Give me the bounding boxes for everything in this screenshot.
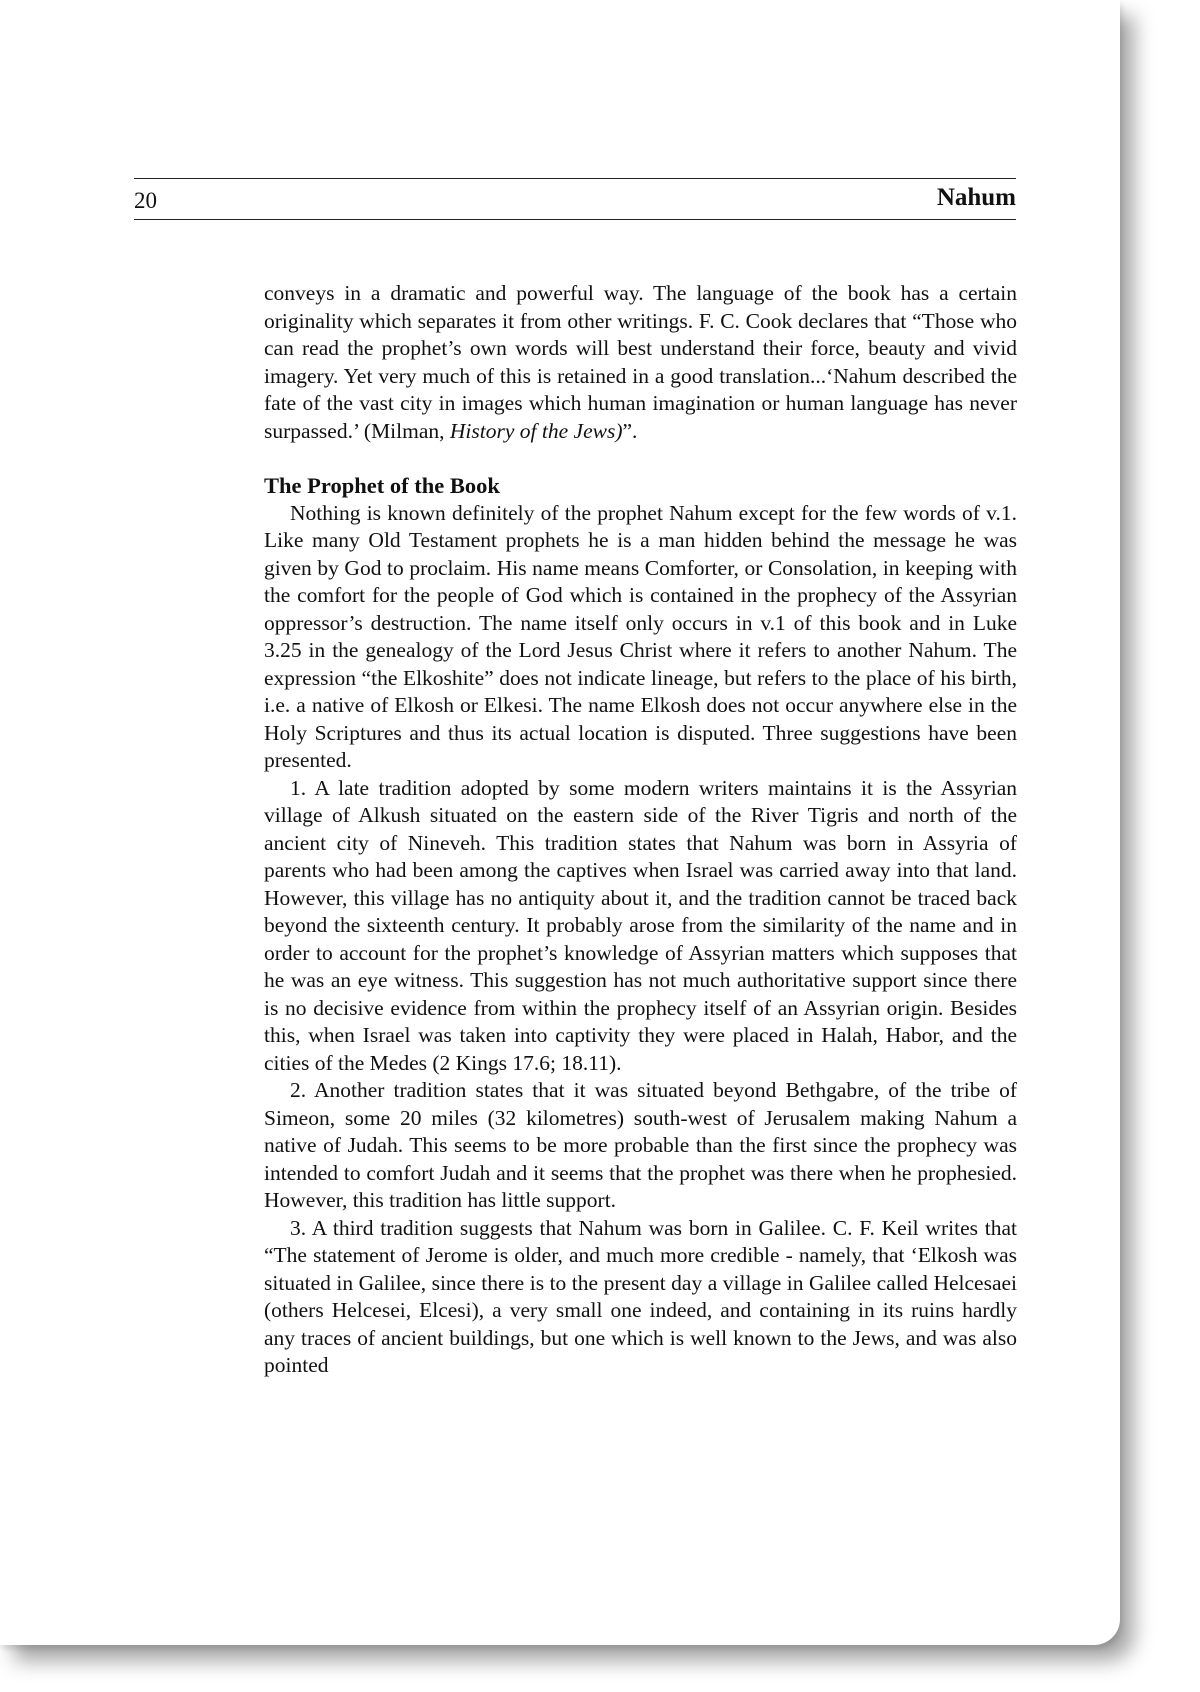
body-paragraph: 1. A late tradition adopted by some modern writers maintains it is the Assyrian village of Alkush situated on the eastern side of the River Tigris and north of the ancient city of Nineveh. This tradition states that Nahum was born in Assyria of parents who had been among the captives when Israel was carried away into that land. However, this village has no antiquity about it, and the tradition cannot be traced back beyond the sixteenth century. It probably arose from the similarity of the name and in order to account for the prophet’s knowledge of Assyrian matters which supposes that he was an eye witness. This suggestion has not much authoritative support since there is no decisive evidence from within the prophecy itself of an Assyrian origin. Besides this, when Israel was taken into captivity they were placed in Halah, Habor, and the cities of the Medes (2 Kings 17.6; 18.11). [264,775,1017,1075]
body-text [264,280,1017,1380]
intro-paragraph [264,280,1017,445]
body-paragraph: Nothing is known definitely of the prophet Nahum except for the few words of v.1. Like many Old Testament prophets he is a man hidden behind the message he was given by God to proclaim. His name means Comforter, or Consolation, in keeping with the comfort for the people of God which is contained in the prophecy of the Assyrian oppressor’s destruction. The name itself only occurs in v.1 of this book and in Luke 3.25 in the genealogy of the Lord Jesus Christ where it refers to another Nahum. The expression “the Elkoshite” does not indicate lineage, but refers to the place of his birth, i.e. a native of Elkosh or Elkesi. The name Elkosh does not occur anywhere else in the Holy Scriptures and thus its actual location is disputed. Three suggestions have been presented. [264,500,1017,772]
running-title: Nahum [936,184,1016,211]
running-header [134,178,1016,220]
section-heading: The Prophet of the Book [264,473,500,498]
body-paragraph: 3. A third tradition suggests that Nahum was born in Galilee. C. F. Keil writes that “The statement of Jerome is older, and much more credible - namely, that ‘Elkosh was situated in Galilee, since there is to the present day a village in Galilee called Helcesaei (others Helcesei, Elcesi), a very small one indeed, and containing in its ruins hardly any traces of ancient buildings, but one which is well known to the Jews, and was also pointed [264,1215,1017,1377]
intro-closing: ”. [622,418,638,443]
body-paragraph: 2. Another tradition states that it was situated beyond Bethgabre, of the tribe of Simeon, some 20 miles (32 kilometres) south-west of Jerusalem making Nahum a native of Judah. This seems to be more probable than the first since the prophecy was intended to comfort Judah and it seems that the prophet was there when he prophesied. However, this tradition has little support. [264,1078,1017,1212]
page-number: 20 [134,188,157,213]
intro-citation-title: History of the Jews) [449,418,623,443]
intro-text: conveys in a dramatic and powerful way. The language of the book has a certain originality which separates it from other writings. F. C. Cook declares that “Those who can read the prophet’s own words will best understand their force, beauty and vivid imagery. Yet very much of this is retained in a good translation...‘Nahum described the fate of the vast city in images which human imagination or human language has never surpassed.’ (Milman, [264,281,1017,443]
